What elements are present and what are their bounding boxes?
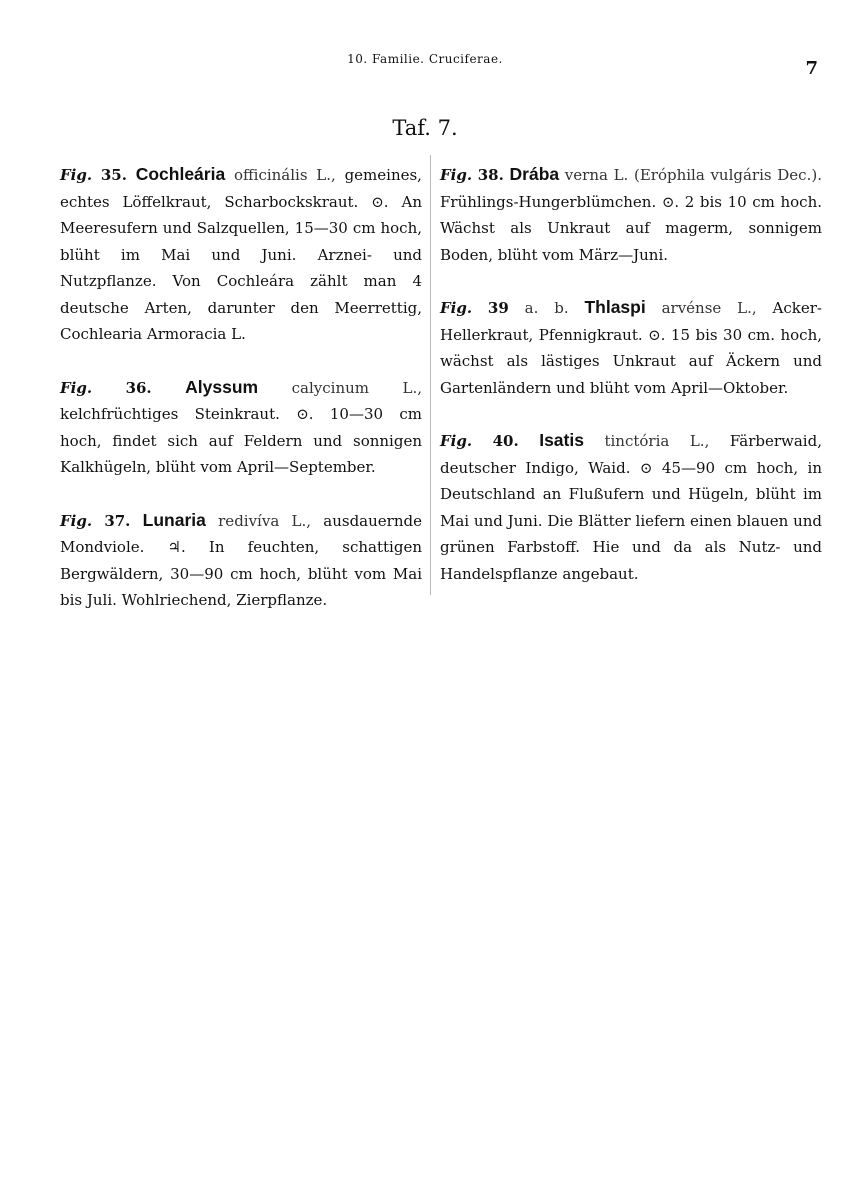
fig-number: 35. bbox=[100, 166, 127, 184]
genus-name: Cochleária bbox=[135, 164, 226, 184]
right-column bbox=[440, 146, 822, 613]
species-name: tinctória L., bbox=[604, 432, 710, 450]
species-name: redivíva L., bbox=[218, 511, 312, 530]
genus-name: Alyssum bbox=[185, 376, 259, 397]
entry-fig-40 bbox=[440, 427, 822, 587]
column-divider bbox=[430, 155, 431, 595]
entry-text: Frühlings-Hungerblümchen. ⊙. 2 bis 10 cm hoch. Wächst als Unkraut auf magerm, sonnigem Boden, blüht vom März—Juni. bbox=[440, 192, 822, 264]
page-number: 7 bbox=[805, 58, 818, 79]
fig-label: Fig. bbox=[60, 166, 93, 184]
species-name: officinális L., bbox=[233, 166, 336, 184]
fig-number: 36. bbox=[125, 378, 152, 397]
genus-name: Lunaria bbox=[142, 509, 206, 530]
entry-text: gemeines, echtes Löffelkraut, Scharbockskraut. ⊙. An Meeresufern und Salzquellen, 15—30 cm hoch, blüht im Mai und Juni. Arznei- und Nutzpflanze. Von Cochleára zählt man 4 deutsche Arten, darunter den Meerrettig, Cochlearia Armoracia L. bbox=[60, 166, 422, 343]
fig-number: 38. bbox=[477, 166, 504, 184]
entry-text: Acker-Hellerkraut, Pfennigkraut. ⊙. 15 bis 30 cm. hoch, wächst als lästiges Unkraut auf Äckern und Gartenländern und blüht vom April—Oktober. bbox=[440, 299, 822, 397]
species-name: arvénse L., bbox=[661, 299, 757, 317]
entry-fig-35 bbox=[60, 161, 422, 348]
genus-name: Drába bbox=[509, 164, 560, 184]
fig-subfigures: a. b. bbox=[524, 299, 569, 317]
genus-name: Isatis bbox=[539, 430, 584, 450]
entry-fig-37 bbox=[60, 507, 422, 614]
entry-text: ausdauernde Mondviole. ♃. In feuchten, schattigen Bergwäldern, 30—90 cm hoch, blüht vom Mai bis Juli. Wohlriechend, Zierpflanze. bbox=[60, 511, 422, 609]
genus-name: Thlaspi bbox=[584, 297, 646, 317]
entry-fig-36 bbox=[60, 374, 422, 481]
fig-number: 40. bbox=[492, 432, 519, 450]
species-name: calycinum L., bbox=[291, 378, 422, 397]
left-column bbox=[60, 146, 422, 640]
entry-text: Färberwaid, deutscher Indigo, Waid. ⊙ 45—90 cm hoch, in Deutschland an Flußufern und Hügeln, blüht im Mai und Juni. Die Blätter liefern einen blauen und grünen Farbstoff. Hie und da als Nutz- und Handelspflanze angebaut. bbox=[440, 432, 822, 583]
plate-title: Taf. 7. bbox=[392, 116, 458, 140]
fig-label: Fig. bbox=[440, 166, 473, 184]
fig-label: Fig. bbox=[440, 432, 473, 450]
running-header: 10. Familie. Cruciferae. bbox=[347, 52, 503, 66]
fig-number: 37. bbox=[104, 511, 131, 530]
fig-label: Fig. bbox=[60, 378, 93, 397]
fig-label: Fig. bbox=[440, 299, 473, 317]
entry-text: kelchfrüchtiges Steinkraut. ⊙. 10—30 cm hoch, findet sich auf Feldern und sonnigen Kalkhügeln, blüht vom April—September. bbox=[60, 405, 422, 476]
entry-fig-38 bbox=[440, 161, 822, 268]
fig-label: Fig. bbox=[60, 511, 93, 530]
entry-fig-39 bbox=[440, 294, 822, 401]
fig-number: 39 bbox=[487, 299, 509, 317]
species-name: verna L. (Eróphila vulgáris Dec.). bbox=[564, 166, 822, 184]
